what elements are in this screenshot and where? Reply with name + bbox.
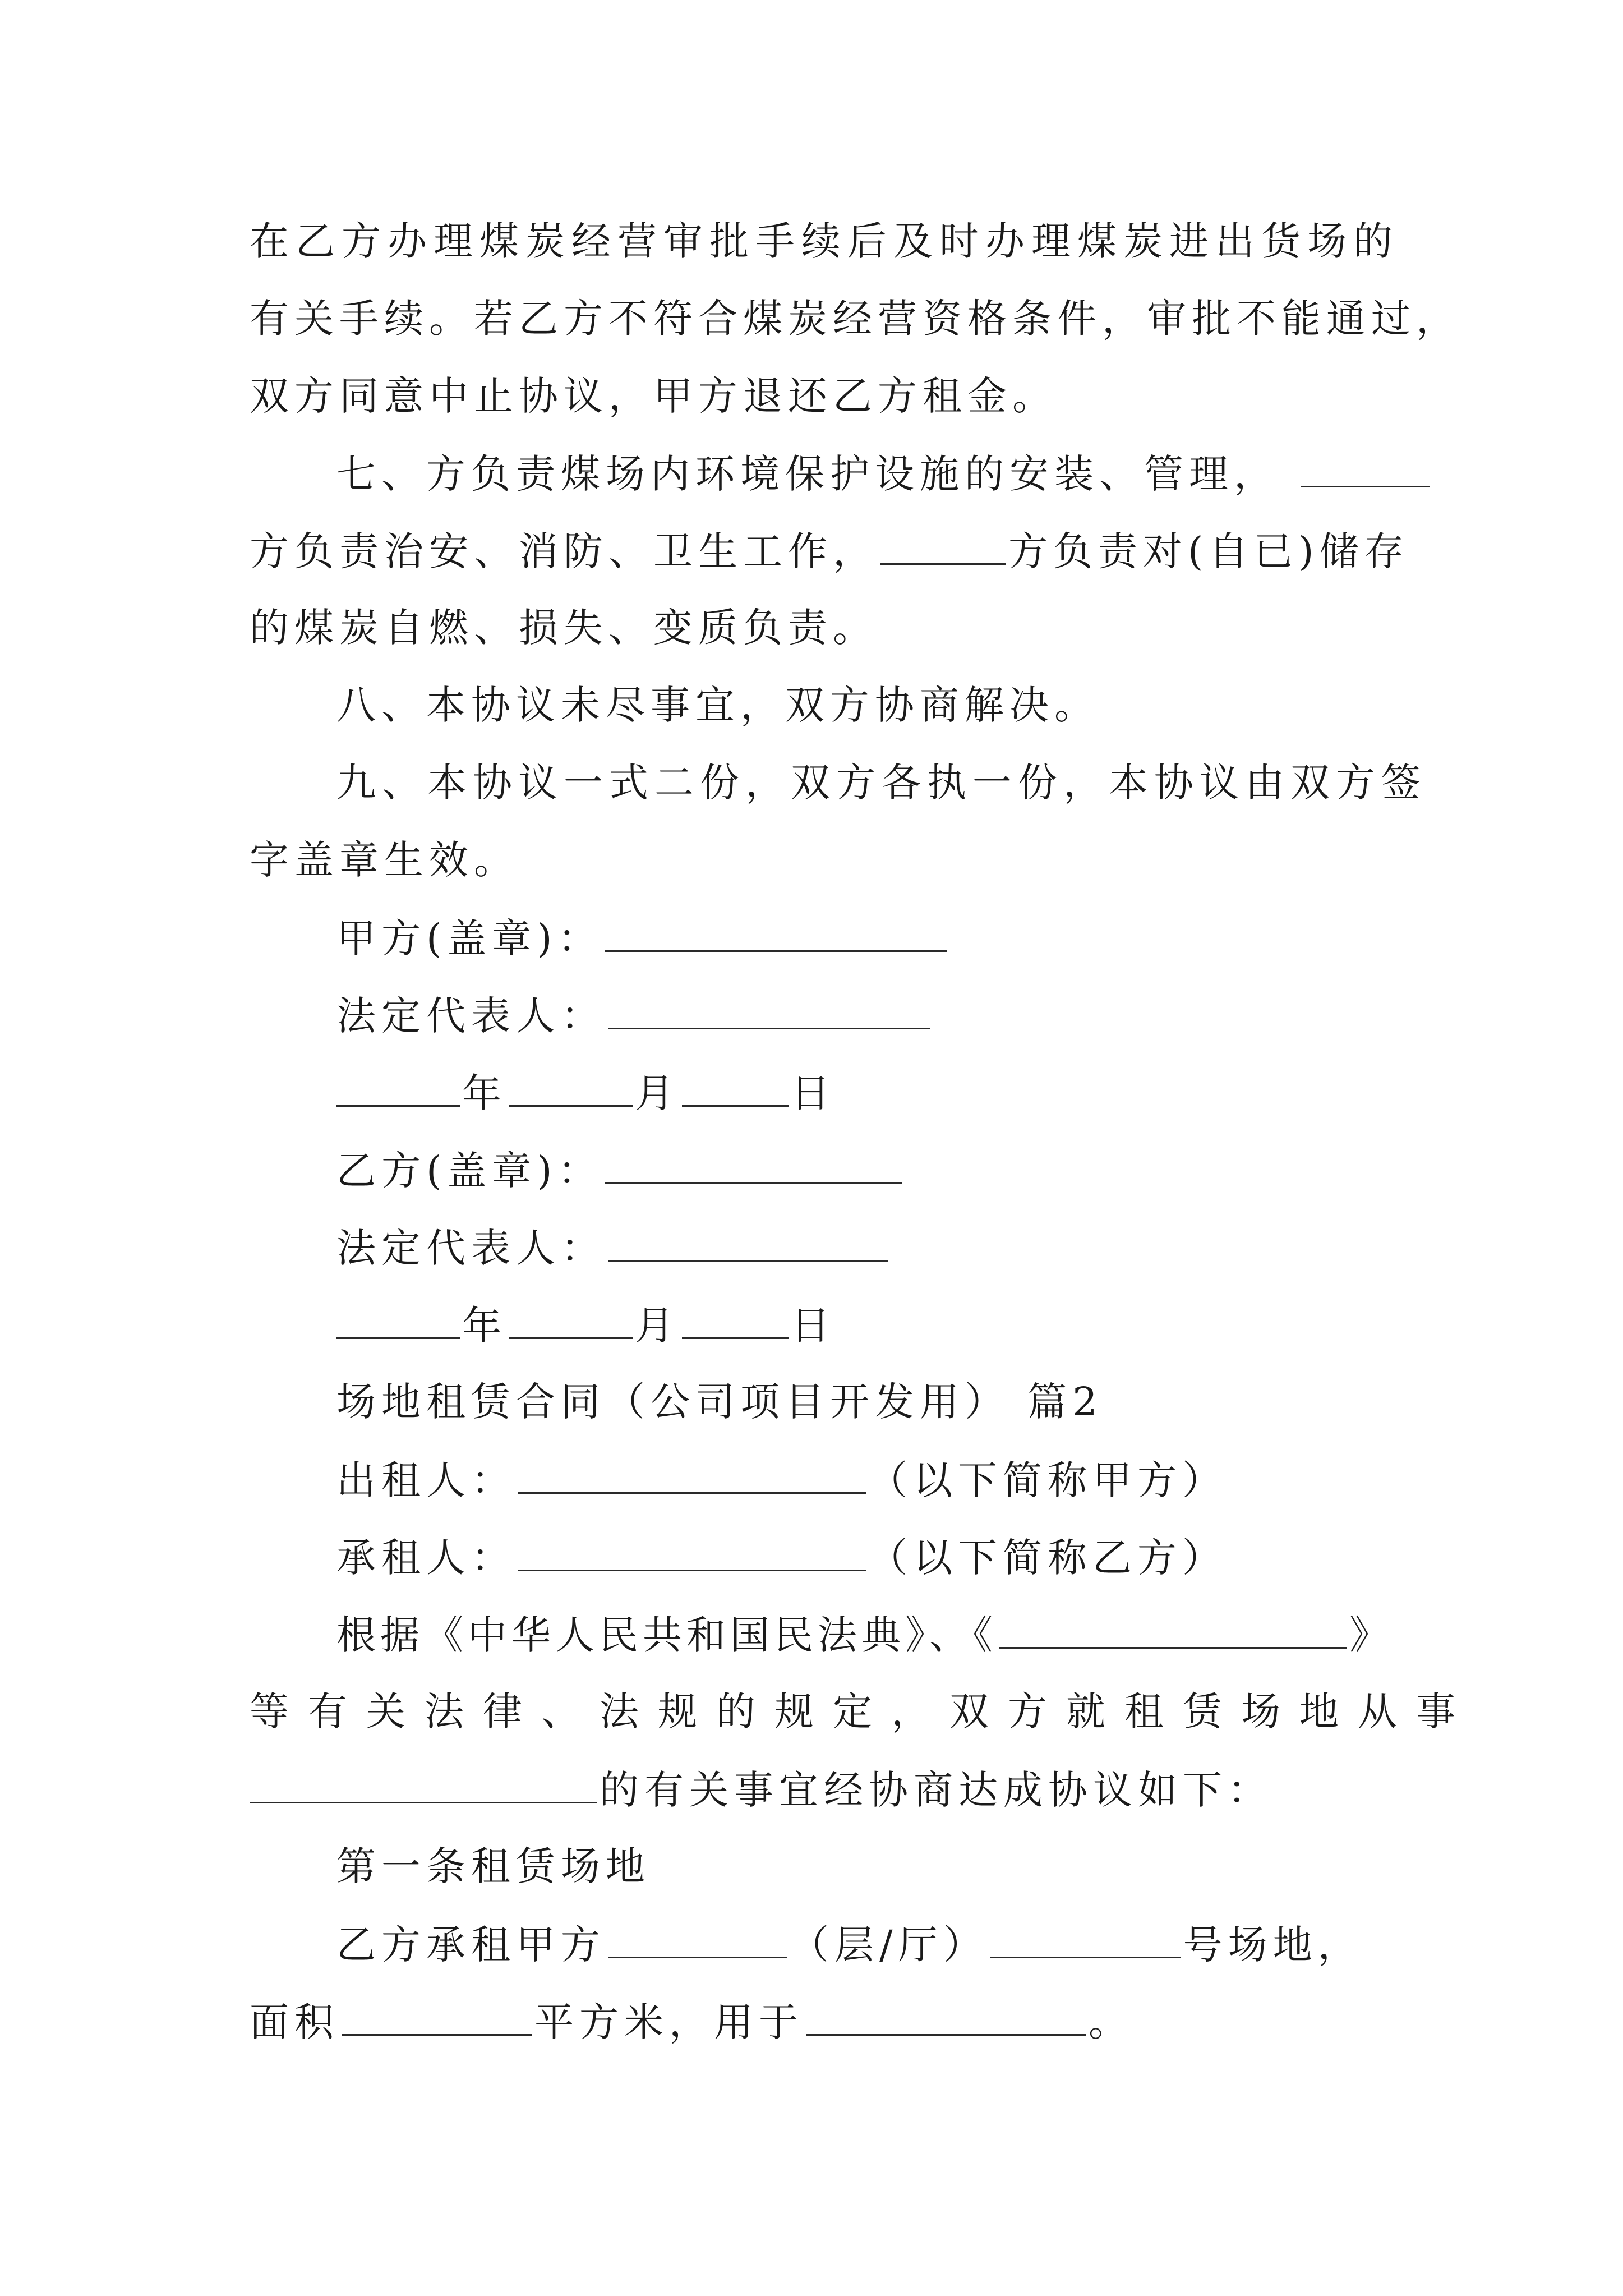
signature-line: [336, 1148, 905, 1194]
paragraph-line: [250, 1999, 1133, 2045]
signature-line: [336, 1225, 891, 1271]
blank-field: [336, 1305, 460, 1339]
signature-line: [336, 993, 933, 1039]
section-title: 场地租赁合同（公司项目开发用） 篇2: [336, 1379, 1103, 1425]
lessor-note: （以下简称甲方）: [868, 1457, 1227, 1503]
clause-text: 的有关事宜经协商达成协议如下：: [600, 1767, 1272, 1813]
blank-field: [509, 1305, 633, 1339]
blank-field: [608, 1924, 787, 1958]
paragraph-line: 在乙方办理煤炭经营审批手续后及时办理煤炭进出货场的: [250, 218, 1399, 264]
clause-text: 方负责对(自已)储存: [1008, 528, 1409, 574]
blank-field: [806, 2001, 1086, 2036]
blank-field: [608, 1227, 888, 1262]
year-label: 年: [462, 1303, 507, 1349]
blank-field: [608, 995, 930, 1029]
clause-text: 根据《中华人民共和国民法典》、《: [336, 1612, 997, 1658]
paragraph-line: [250, 528, 1409, 574]
clause-text: 面积: [250, 1999, 339, 2045]
clause-text: 方负责治安、消防、卫生工作，: [250, 528, 878, 574]
blank-field: [509, 1073, 633, 1107]
blank-field: [605, 918, 947, 952]
lessee-note: （以下简称乙方）: [868, 1535, 1227, 1581]
day-label: 日: [791, 1070, 836, 1116]
article-heading: 第一条租赁场地: [336, 1843, 651, 1889]
clause-text: 平方米，用于: [534, 1999, 804, 2045]
clause-text: （层/厅）: [790, 1922, 988, 1968]
paragraph-line: 双方同意中止协议，甲方退还乙方租金。: [250, 373, 1057, 419]
party-line: [336, 1457, 1227, 1503]
clause-text: 七、方负责煤场内环境保护设施的安装、管理，: [336, 451, 1279, 497]
paragraph-line: 字盖章生效。: [250, 837, 519, 883]
blank-field: [342, 2001, 532, 2036]
paragraph-line: 九、本协议一式二份，双方各执一份，本协议由双方签: [336, 760, 1427, 806]
blank-field: [1301, 453, 1430, 487]
legal-rep-label: 法定代表人：: [336, 1225, 606, 1271]
month-label: 月: [635, 1070, 680, 1116]
blank-field: [999, 1614, 1347, 1649]
blank-field: [990, 1924, 1181, 1958]
blank-field: [518, 1537, 866, 1571]
month-label: 月: [635, 1303, 680, 1349]
signature-line: [336, 915, 949, 961]
clause-text: 。: [1089, 1999, 1133, 2045]
lessor-label: 出租人：: [336, 1457, 516, 1503]
year-label: 年: [462, 1070, 507, 1116]
paragraph-line: [336, 451, 1432, 497]
paragraph-line: [250, 1767, 1272, 1813]
clause-text: 乙方承租甲方: [336, 1922, 606, 1968]
paragraph-line: 八、本协议未尽事宜，双方协商解决。: [336, 682, 1099, 728]
legal-rep-label: 法定代表人：: [336, 993, 606, 1039]
paragraph-line: 等有关法律、法规的规定，双方就租赁场地从事: [250, 1688, 1474, 1734]
party-a-seal-label: 甲方(盖章)：: [336, 915, 603, 961]
blank-field: [605, 1150, 902, 1184]
blank-field: [682, 1073, 789, 1107]
paragraph-line: [336, 1922, 1363, 1968]
blank-field: [682, 1305, 789, 1339]
clause-text: 》: [1349, 1612, 1393, 1658]
date-line: [336, 1070, 836, 1116]
day-label: 日: [791, 1303, 836, 1349]
clause-text: 号场地，: [1183, 1922, 1363, 1968]
lessee-label: 承租人：: [336, 1535, 516, 1581]
date-line: [336, 1303, 836, 1349]
party-line: [336, 1535, 1227, 1581]
paragraph-line: 有关手续。若乙方不符合煤炭经营资格条件，审批不能通过，: [250, 296, 1461, 342]
paragraph-line: 的煤炭自燃、损失、变质负责。: [250, 605, 878, 651]
paragraph-line: [336, 1612, 1393, 1658]
party-b-seal-label: 乙方(盖章)：: [336, 1148, 603, 1194]
blank-field: [250, 1769, 597, 1803]
blank-field: [336, 1073, 460, 1107]
blank-field: [518, 1460, 866, 1494]
blank-field: [880, 531, 1006, 565]
